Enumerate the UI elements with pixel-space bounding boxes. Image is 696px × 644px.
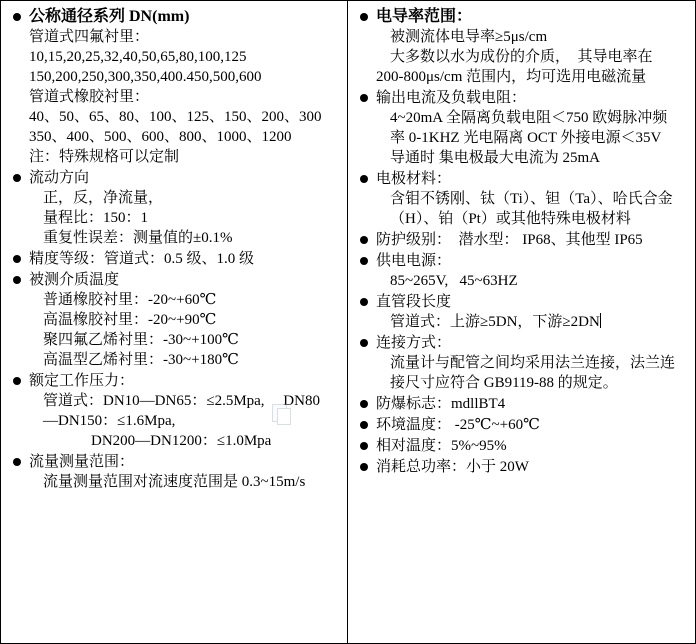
right-column <box>348 0 696 644</box>
spec-line: 管道式：DN10—DN65：≤2.5Mpa, DN80 <box>43 393 320 409</box>
spec-line: 85~265V, 45~63HZ <box>390 273 518 289</box>
spec-item <box>356 457 687 477</box>
bullet-icon <box>360 421 368 429</box>
spec-item <box>356 415 687 435</box>
spec-line: 被测介质温度 <box>29 272 120 288</box>
bullet-icon <box>360 339 368 347</box>
spec-line: 精度等级：管道式：0.5 级、1.0 级 <box>29 251 255 267</box>
spec-line: 电极材料： <box>376 171 452 187</box>
spec-line: 相对温度：5%~95% <box>376 438 507 454</box>
spec-line: 流量测量范围对流速度范围是 0.3~15m/s <box>43 474 306 490</box>
document-watermark-icon <box>272 404 290 424</box>
spec-line: 含钼不锈刚、钛（Ti）、钽（Ta）、哈氏合金 <box>390 191 673 207</box>
spec-line: 连接方式： <box>376 335 452 351</box>
spec-line: 40、50、65、80、100、125、150、200、300 <box>29 109 322 125</box>
bullet-icon <box>360 463 368 471</box>
bullet-icon <box>360 298 368 306</box>
spec-item <box>356 7 687 87</box>
spec-line: 量程比：150：1 <box>43 210 149 226</box>
spec-line: 消耗总功率：小于 20W <box>376 459 529 475</box>
bullet-icon <box>360 257 368 265</box>
spec-line: —DN150：≤1.6Mpa, <box>43 413 176 429</box>
spec-item <box>9 270 339 370</box>
spec-line: 注：特殊规格可以定制 <box>29 149 180 165</box>
spec-line: 350、400、500、600、800、1000、1200 <box>29 129 292 145</box>
spec-line: 大多数以水为成份的介质， 其导电率在 <box>390 49 653 65</box>
bullet-icon <box>13 174 21 182</box>
spec-item <box>356 88 687 168</box>
spec-line: 直管段长度 <box>376 294 452 310</box>
spec-line: 10,15,20,25,32,40,50,65,80,100,125 <box>29 49 247 65</box>
spec-line: 导通时 集电极最大电流为 25mA <box>390 150 601 166</box>
spec-line: 供电电源： <box>376 253 452 269</box>
spec-line: 4~20mA 全隔离负载电阻＜750 欧姆脉冲频 <box>390 110 668 126</box>
spec-line: 普通橡胶衬里：-20~+60℃ <box>43 292 217 308</box>
spec-item <box>356 169 687 229</box>
bullet-icon <box>360 442 368 450</box>
bullet-icon <box>360 13 368 21</box>
spec-line: 200-800μs/cm 范围内，均可选用电磁流量 <box>376 69 647 85</box>
spec-line: （H）、铂（Pt）或其他特殊电极材料 <box>390 211 631 227</box>
spec-line: 正，反，净流量， <box>43 190 164 206</box>
spec-item <box>9 249 339 269</box>
spec-item <box>9 168 339 248</box>
spec-line: 150,200,250,300,350,400.450,500,600 <box>29 69 262 85</box>
spec-line: 接尺寸应符合 GB9119-88 的规定。 <box>390 375 618 391</box>
bullet-icon <box>13 377 21 385</box>
bullet-icon <box>360 175 368 183</box>
spec-line: 环境温度： -25℃~+60℃ <box>376 417 540 433</box>
spec-line: 流量测量范围： <box>29 454 135 470</box>
spec-line: 高温型乙烯衬里：-30~+180℃ <box>43 352 239 368</box>
spec-line: 防护级别： 潜水型： IP68、其他型 IP65 <box>376 232 643 248</box>
spec-item <box>356 292 687 332</box>
spec-item <box>356 436 687 456</box>
spec-item <box>356 333 687 393</box>
spec-line: 率 0-1KHZ 光电隔离 OCT 外接电源＜35V <box>390 130 662 146</box>
bullet-icon <box>13 458 21 466</box>
spec-line: 管道式四氟衬里： <box>29 29 150 45</box>
bullet-icon <box>360 400 368 408</box>
spec-item <box>356 394 687 414</box>
spec-line: 额定工作压力： <box>29 373 135 389</box>
spec-line: 聚四氟乙烯衬里：-30~+100℃ <box>43 332 239 348</box>
watermark-page-front <box>277 408 291 425</box>
spec-line: 流动方向 <box>29 170 90 186</box>
spec-line: 输出电流及负载电阻： <box>376 90 527 106</box>
spec-item <box>9 7 339 167</box>
spec-line: 电导率范围： <box>376 8 473 25</box>
bullet-icon <box>13 255 21 263</box>
spec-line: 公称通径系列 DN(mm) <box>29 8 190 25</box>
spec-line: 重复性误差：测量值的±0.1% <box>43 230 233 246</box>
spec-line: DN200—DN1200：≤1.0Mpa <box>91 433 272 449</box>
spec-line: 管道式：上游≥5DN，下游≥2DN <box>390 314 600 330</box>
spec-item <box>356 230 687 250</box>
spec-line: 被测流体电导率≥5μs/cm <box>390 29 548 45</box>
spec-line: 管道式橡胶衬里： <box>29 89 150 105</box>
spec-line: 防爆标志：mdllBT4 <box>376 396 506 412</box>
spec-line: 流量计与配管之间均采用法兰连接，法兰连 <box>390 355 676 371</box>
spec-line: 高温橡胶衬里：-20~+90℃ <box>43 312 217 328</box>
bullet-icon <box>360 236 368 244</box>
spec-item <box>9 452 339 492</box>
bullet-icon <box>360 94 368 102</box>
text-caret <box>600 313 601 328</box>
spec-item <box>356 251 687 291</box>
bullet-icon <box>13 276 21 284</box>
bullet-icon <box>13 13 21 21</box>
